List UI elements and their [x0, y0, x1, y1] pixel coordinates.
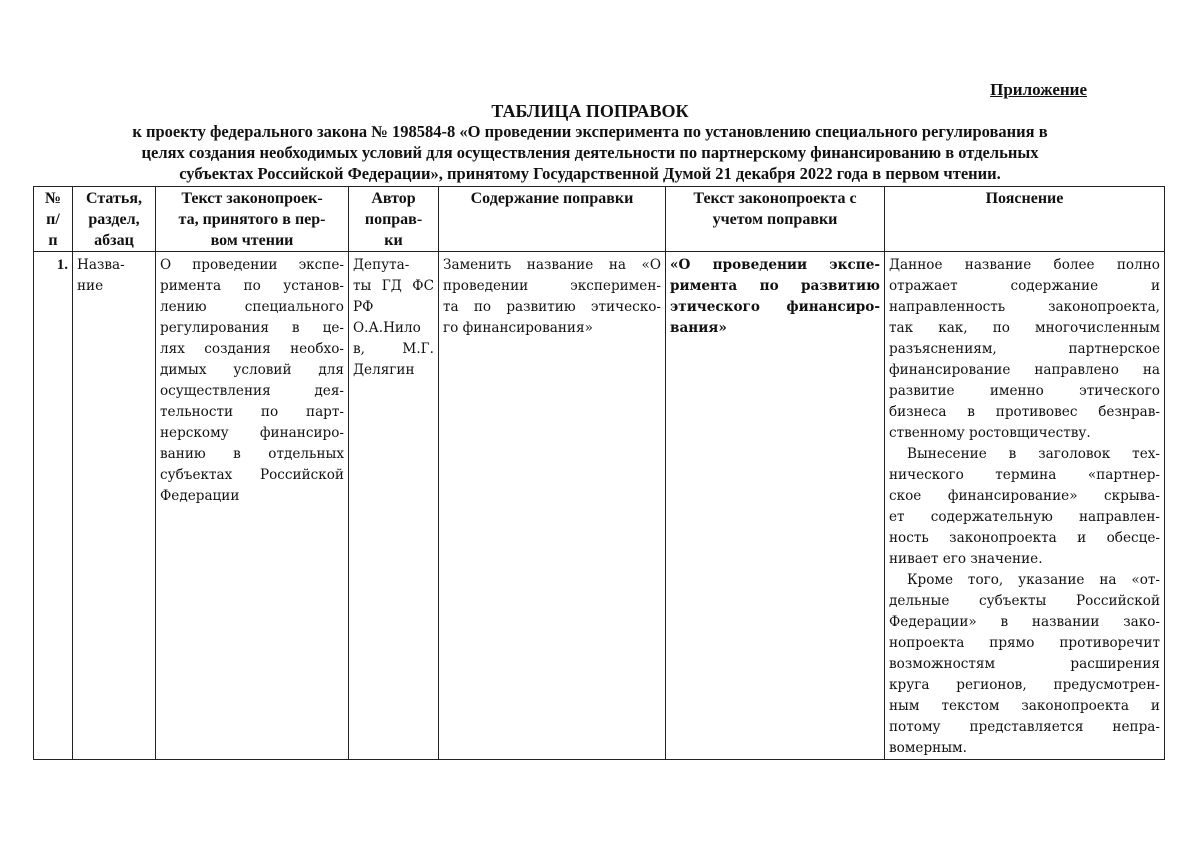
- text-line: ванию в отдельных: [160, 446, 344, 462]
- text-line: разъяснениям, партнерское: [889, 341, 1160, 357]
- text-line: ным текстом законопроекта и: [889, 698, 1160, 714]
- text-line: потому представляется непра-: [889, 719, 1160, 735]
- text-line: направленность законопроекта,: [889, 299, 1160, 315]
- text-line: Депута-: [353, 257, 410, 273]
- header-line: ки: [384, 232, 403, 249]
- header-line: Текст законопроекта с: [693, 190, 857, 207]
- cell-col-article: [73, 252, 156, 760]
- paragraph: [443, 255, 661, 339]
- header-line: п/: [46, 211, 60, 228]
- paragraph: [353, 255, 434, 381]
- table-row: [34, 252, 1165, 760]
- document-title: ТАБЛИЦА ПОПРАВОК: [491, 101, 689, 121]
- header-line: Пояснение: [985, 190, 1064, 207]
- header-line: та, принятого в пер-: [178, 211, 326, 228]
- text-line: отражает содержание и: [889, 278, 1160, 294]
- header-col-number: [34, 187, 73, 252]
- row-number: 1.: [34, 252, 73, 760]
- text-line: ское финансирование» скрыва-: [889, 488, 1160, 504]
- text-line: финансирование направлено на: [889, 362, 1160, 378]
- subtitle-line: субъектах Российской Федерации», принятому Государственной Думой 21 декабря 2022 года в первом чтении.: [179, 164, 1001, 183]
- text-line: в, М.Г.: [353, 341, 434, 357]
- text-line: лению специального: [160, 299, 344, 315]
- text-line: возможностям расширения: [889, 656, 1160, 672]
- text-line: нопроекта прямо противоречит: [889, 635, 1160, 651]
- header-col-author: [349, 187, 439, 252]
- header-col-text-with-amendment: [666, 187, 885, 252]
- text-line: регулирования в це-: [160, 320, 344, 336]
- header-line: раздел,: [88, 211, 140, 228]
- text-line: Вынесение в заголовок тех-: [907, 446, 1160, 462]
- header-col-article: [73, 187, 156, 252]
- subtitle-line: к проекту федерального закона № 198584-8 «О проведении эксперимента по установлению специального регулирования в: [132, 122, 1048, 141]
- text-line: римента по развитию: [670, 278, 880, 294]
- text-line: О.А.Нило: [353, 320, 421, 336]
- cell-col-author: [349, 252, 439, 760]
- table-header-row: [34, 187, 1165, 252]
- header-line: Содержание поправки: [470, 190, 634, 207]
- text-line: та по развитию этическо-: [443, 299, 661, 315]
- paragraph: [77, 255, 151, 297]
- text-line: так как, по многочисленным: [889, 320, 1160, 336]
- text-line: вания»: [670, 320, 727, 336]
- text-line: Делягин: [353, 362, 415, 378]
- header-col-first-reading-text: [156, 187, 349, 252]
- amendments-table: [33, 186, 1165, 760]
- cell-col-explanation: [885, 252, 1165, 760]
- text-line: Назва-: [77, 257, 125, 273]
- text-line: нического термина «партнер-: [889, 467, 1160, 483]
- header-line: учетом поправки: [712, 211, 838, 228]
- header-line: Текст законопроек-: [181, 190, 323, 207]
- text-line: субъектах Российской: [160, 467, 344, 483]
- text-line: вомерным.: [889, 740, 967, 756]
- paragraph: [889, 444, 1160, 570]
- text-line: Заменить название на «О: [443, 257, 661, 273]
- cell-col-amendment-content: [439, 252, 666, 760]
- header-line: п: [48, 232, 58, 249]
- text-line: ет содержательную направлен-: [889, 509, 1160, 525]
- text-line: лях создания необхо-: [160, 341, 344, 357]
- text-line: ность законопроекта и обесце-: [889, 530, 1160, 546]
- header-line: абзац: [94, 232, 134, 249]
- text-line: димых условий для: [160, 362, 344, 378]
- header-line: №: [44, 190, 62, 207]
- cell-col-first-reading-text: [156, 252, 349, 760]
- header-line: Автор: [371, 190, 416, 207]
- text-line: развитие именно этического: [889, 383, 1160, 399]
- header-col-explanation: [885, 187, 1165, 252]
- document-subtitle: [40, 121, 1140, 184]
- text-line: круга регионов, предусмотрен-: [889, 677, 1160, 693]
- text-line: нерскому финансиро-: [160, 425, 344, 441]
- paragraph: [160, 255, 344, 507]
- text-line: осуществления дея-: [160, 383, 344, 399]
- text-line: нивает его значение.: [889, 551, 1043, 567]
- text-line: го финансирования»: [443, 320, 593, 336]
- text-line: Кроме того, указание на «от-: [907, 572, 1160, 588]
- header-line: поправ-: [364, 211, 423, 228]
- appendix-label: Приложение: [990, 80, 1087, 99]
- text-line: РФ: [353, 299, 374, 315]
- text-line: дельные субъекты Российской: [889, 593, 1160, 609]
- text-line: «О проведении экспе-: [670, 257, 880, 273]
- text-line: О проведении экспе-: [160, 257, 344, 273]
- header-line: Статья,: [86, 190, 142, 207]
- text-line: ственному ростовщичеству.: [889, 425, 1091, 441]
- text-line: тельности по парт-: [160, 404, 344, 420]
- text-line: проведении эксперимен-: [443, 278, 661, 294]
- text-line: Данное название более полно: [889, 257, 1160, 273]
- cell-col-text-with-amendment: [666, 252, 885, 760]
- subtitle-line: целях создания необходимых условий для осуществления деятельности по партнерскому финансированию в отдельных: [141, 143, 1039, 162]
- paragraph: [889, 570, 1160, 759]
- text-line: этического финансиро-: [670, 299, 880, 315]
- text-line: Федерации: [160, 488, 240, 504]
- text-line: ты ГД ФС: [353, 278, 434, 294]
- header-col-amendment-content: [439, 187, 666, 252]
- text-line: бизнеса в противовес безнрав-: [889, 404, 1160, 420]
- text-line: Федерации» в названии зако-: [889, 614, 1160, 630]
- text-line: римента по установ-: [160, 278, 344, 294]
- header-line: вом чтении: [210, 232, 294, 249]
- paragraph: [889, 255, 1160, 444]
- paragraph: [670, 255, 880, 339]
- text-line: ние: [77, 278, 104, 294]
